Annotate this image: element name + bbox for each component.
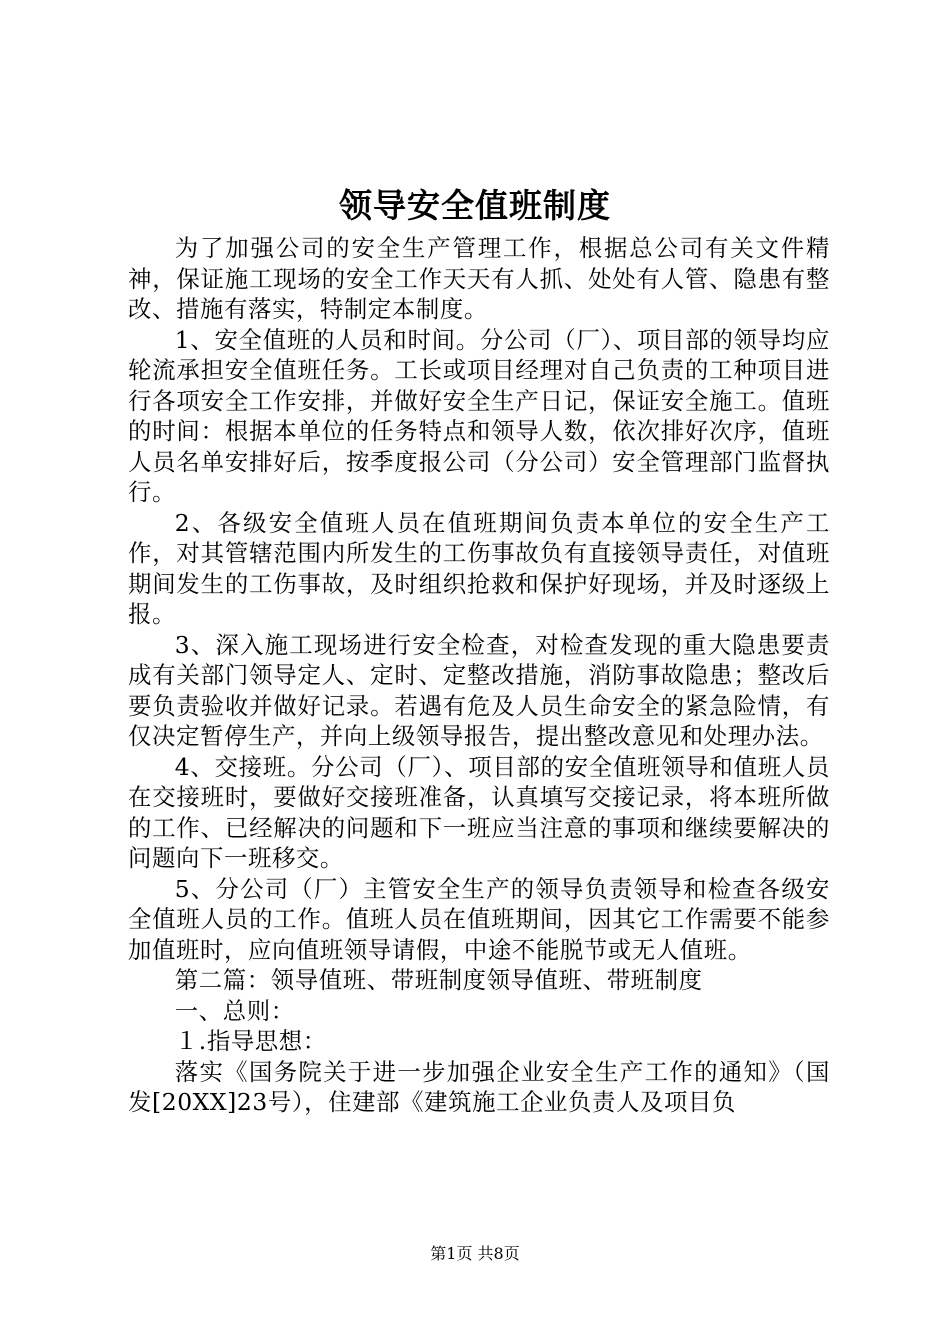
section-heading-general: 一、总则：	[174, 996, 295, 1025]
paragraph-item-4: 4、交接班。分公司（厂）、项目部的安全值班领导和值班人员在交接班时，要做好交接班准备，认真填写交接记录，将本班所做的工作、已经解决的问题和下一班应当注意的事项和继续要解决的问题向下一班移交。	[128, 752, 830, 872]
paragraph-item-2: 2、各级安全值班人员在值班期间负责本单位的安全生产工作，对其管辖范围内所发生的工伤事故负有直接领导责任，对值班期间发生的工伤事故，及时组织抢救和保护好现场，并及时逐级上报。	[128, 508, 830, 628]
document-body	[128, 233, 830, 1118]
paragraph-item-5: 5、分公司（厂）主管安全生产的领导负责领导和检查各级安全值班人员的工作。值班人员在值班期间，因其它工作需要不能参加值班时，应向值班领导请假，中途不能脱节或无人值班。	[128, 874, 830, 964]
page-number-footer: 第1页 共8页	[430, 1244, 520, 1263]
paragraph-intro: 为了加强公司的安全生产管理工作，根据总公司有关文件精神，保证施工现场的安全工作天天有人抓、处处有人管、隐患有整改、措施有落实，特制定本制度。	[128, 234, 830, 323]
section-heading-part-two: 第二篇：领导值班、带班制度领导值班、带班制度	[174, 966, 703, 994]
paragraph-implementation: 落实《国务院关于进一步加强企业安全生产工作的通知》（国发[20XX]23号），住建部《建筑施工企业负责人及项目负	[128, 1057, 830, 1116]
paragraph-item-1: 1、安全值班的人员和时间。分公司（厂）、项目部的领导均应轮流承担安全值班任务。工长或项目经理对自己负责的工种项目进行各项安全工作安排，并做好安全生产日记，保证安全施工。值班的时间：根据本单位的任务特点和领导人数，依次排好次序，值班人员名单安排好后，按季度报公司（分公司）安全管理部门监督执行。	[128, 325, 830, 506]
document-title: 领导安全值班制度	[339, 186, 611, 225]
section-heading-guiding: １.指导思想：	[174, 1027, 327, 1055]
paragraph-item-3: 3、深入施工现场进行安全检查，对检查发现的重大隐患要责成有关部门领导定人、定时、定整改措施，消防事故隐患；整改后要负责验收并做好记录。若遇有危及人员生命安全的紧急险情，有仅决定暂停生产，并向上级领导报告，提出整改意见和处理办法。	[128, 630, 830, 750]
